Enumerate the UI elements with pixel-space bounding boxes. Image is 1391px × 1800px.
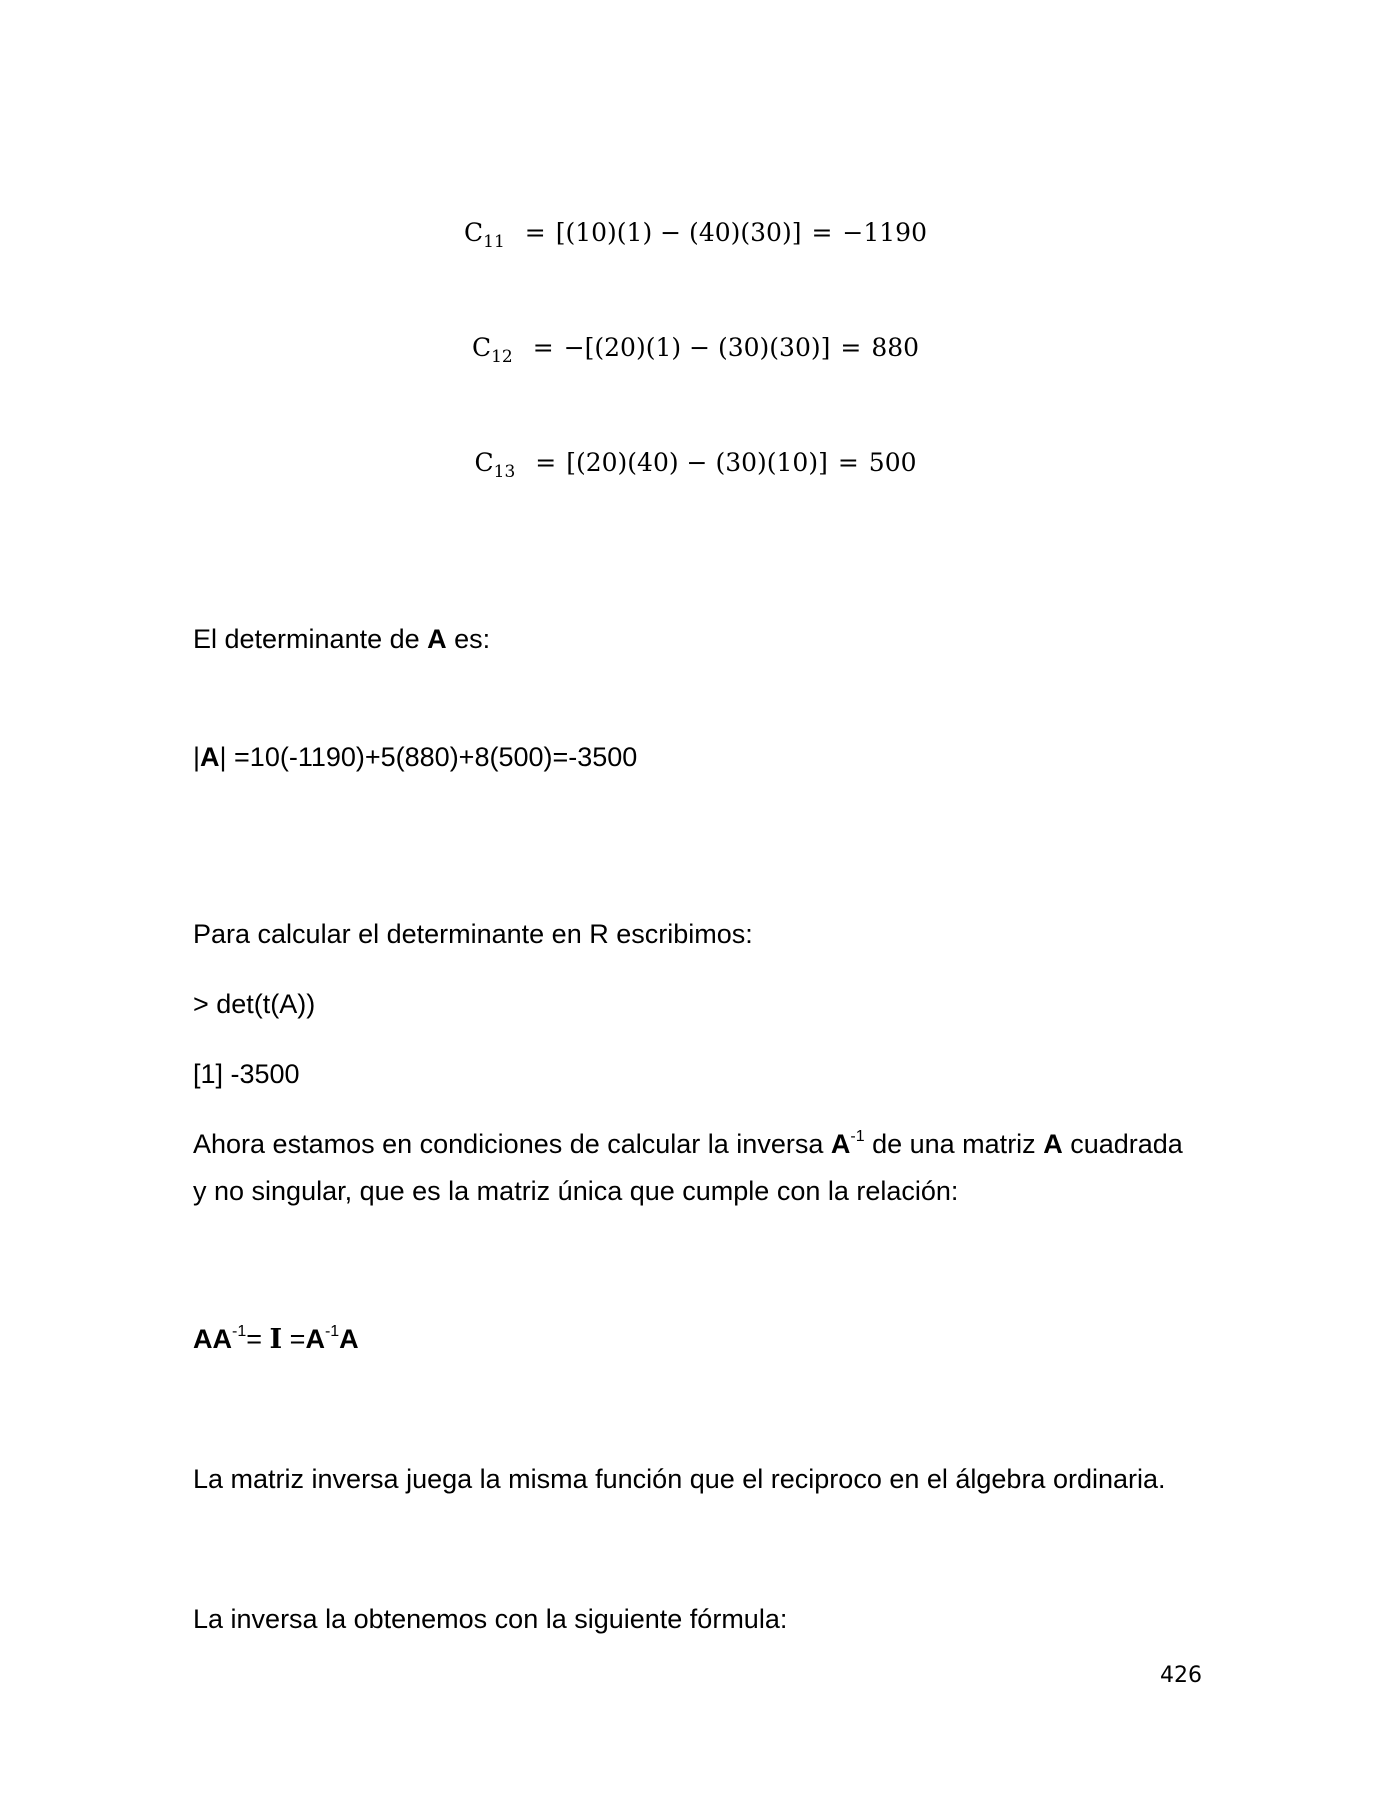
inverse-paragraph-line-2: y no singular, que es la matriz única que cumple con la relación: bbox=[193, 1176, 959, 1206]
cofactor-result: 880 bbox=[871, 333, 920, 362]
cofactor-subscript: 11 bbox=[483, 232, 505, 252]
cofactor-symbol: C bbox=[464, 218, 484, 247]
identity-equation: $AA^{-1}= I =A^{-1}A$ bbox=[193, 1323, 359, 1355]
equals-sign: = bbox=[840, 333, 862, 362]
equals-sign: = bbox=[532, 333, 554, 362]
formula-intro-text: La inversa la obtenemos con la siguiente fórmula: bbox=[193, 1604, 788, 1634]
cofactor-equation-c13 bbox=[0, 448, 1391, 482]
reciprocal-text: La matriz inversa juega la misma función que el reciproco en el álgebra ordinaria. bbox=[193, 1464, 1166, 1494]
determinant-intro: El determinante de A es: bbox=[193, 624, 491, 654]
inverse-paragraph-line-1: Ahora estamos en condiciones de calcular la inversa $A^{-1}$ de una matriz A cuadrada bbox=[193, 1128, 1183, 1159]
inverse-exponent: -1 bbox=[850, 1128, 865, 1145]
r-output: [1] -3500 bbox=[193, 1059, 300, 1089]
identity-matrix-symbol: I bbox=[269, 1324, 283, 1355]
cofactor-expression: −[(20)(1) − (30)(30)] bbox=[563, 333, 831, 362]
matrix-a-bold: A bbox=[427, 624, 447, 654]
cofactor-expression: [(20)(40) − (30)(10)] bbox=[566, 448, 828, 477]
r-intro-text: Para calcular el determinante en R escribimos: bbox=[193, 919, 753, 949]
matrix-a-bold: A bbox=[200, 742, 220, 772]
cofactor-symbol: C bbox=[471, 333, 492, 362]
equals-sign: = bbox=[524, 218, 546, 247]
equals-sign: = bbox=[837, 448, 859, 477]
determinant-formula: |A| =10(-1190)+5(880)+8(500)=-3500 bbox=[193, 742, 638, 772]
cofactor-symbol: C bbox=[474, 448, 494, 477]
equals-sign: = bbox=[811, 218, 833, 247]
cofactor-result: 500 bbox=[868, 448, 917, 477]
matrix-a-bold: A bbox=[830, 1129, 851, 1159]
equals-sign: = bbox=[535, 448, 557, 477]
r-command: > det(t(A)) bbox=[193, 989, 316, 1019]
matrix-a-bold: A bbox=[1043, 1129, 1063, 1159]
cofactor-equation-c11 bbox=[0, 218, 1391, 252]
page-number: 426 bbox=[1160, 1663, 1202, 1688]
cofactor-equation-c12 bbox=[0, 333, 1391, 367]
cofactor-subscript: 13 bbox=[493, 462, 516, 482]
cofactor-expression: [(10)(1) − (40)(30)] bbox=[555, 218, 802, 247]
cofactor-result: −1190 bbox=[842, 218, 927, 247]
cofactor-subscript: 12 bbox=[491, 347, 513, 367]
